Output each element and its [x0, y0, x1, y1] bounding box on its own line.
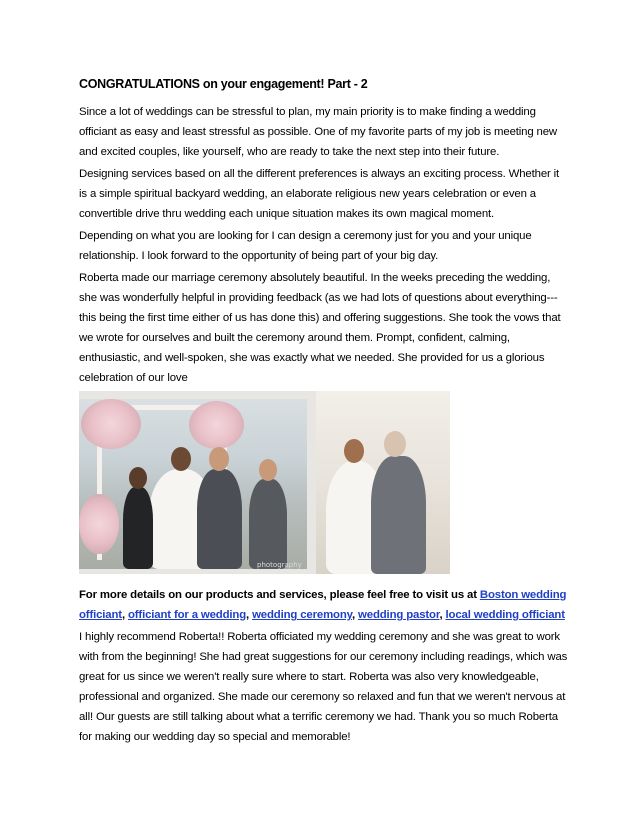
- link-separator: ,: [246, 609, 253, 621]
- bride-head: [344, 439, 364, 463]
- link-wedding-ceremony[interactable]: wedding ceremony: [252, 609, 353, 621]
- officiant-figure: [123, 487, 153, 569]
- link-boston-wedding-officiant[interactable]: Boston wedding officiant: [79, 589, 567, 621]
- groom-head: [209, 447, 229, 471]
- photo-watermark: photography: [257, 561, 302, 569]
- link-separator: ,: [439, 609, 446, 621]
- bride-head: [171, 447, 191, 471]
- officiant-head: [129, 467, 147, 489]
- ceremony-photo: [79, 399, 307, 569]
- groomsman-figure: [249, 479, 287, 569]
- page-title: CONGRATULATIONS on your engagement! Part - 2: [79, 77, 368, 91]
- link-wedding-pastor[interactable]: wedding pastor: [358, 609, 440, 621]
- paragraph-review: Roberta made our marriage ceremony absolutely beautiful. In the weeks preceding the wedding, she was wonderfully helpful in providing feedback (as we had lots of questions about everything---this being the first time either of us has done this) and offering suggestions. She took the vows that we wrote for ourselves and built the ceremony around them. Prompt, confident, calming, enthusiastic, and well-spoken, she was exactly what we needed. She provided for us a glorious celebration of our love: [79, 272, 561, 384]
- link-local-wedding-officiant[interactable]: local wedding officiant: [445, 609, 565, 621]
- wedding-photos: [79, 391, 450, 574]
- groom-figure: [197, 469, 242, 569]
- paragraph-intro: Since a lot of weddings can be stressful to plan, my main priority is to make finding a wedding officiant as easy and least stressful as possible. One of my favorite parts of my job is meeting new and excited couples, like yourself, who are ready to take the next step into their future.: [79, 106, 557, 158]
- groomsman-head: [259, 459, 277, 481]
- groom-figure: [371, 456, 426, 574]
- flower-arrangement: [189, 401, 244, 449]
- flower-arrangement: [79, 494, 119, 554]
- groom-head: [384, 431, 406, 457]
- link-separator: ,: [352, 609, 359, 621]
- paragraph-services: Designing services based on all the different preferences is always an exciting process. Whether it is a simple spiritual backyard wedding, an elaborate religious new years celebration or even a convertible drive thru wedding each unique situation makes its own magical moment.: [79, 168, 560, 220]
- flower-arrangement: [81, 399, 141, 449]
- paragraph-design: Depending on what you are looking for I can design a ceremony just for you and your unique relationship. I look forward to the opportunity of being part of your big day.: [79, 230, 532, 262]
- kiss-photo: [316, 391, 450, 574]
- testimonial-paragraph: I highly recommend Roberta!! Roberta officiated my wedding ceremony and she was great to work with from the beginning! She had great suggestions for our ceremony including readings, which was great for us since we weren't really sure where to start. Roberta was also very knowledgeable, professional and organized. She made our ceremony so relaxed and fun that we weren't nervous at all! Our guests are still talking about what a terrific ceremony we had. Thank you so much Roberta for making our wedding day so special and memorable!: [79, 631, 568, 743]
- details-paragraph: [79, 585, 569, 625]
- details-intro: For more details on our products and services, please feel free to visit us at: [79, 589, 480, 601]
- link-separator: ,: [121, 609, 128, 621]
- link-officiant-for-a-wedding[interactable]: officiant for a wedding: [127, 609, 247, 621]
